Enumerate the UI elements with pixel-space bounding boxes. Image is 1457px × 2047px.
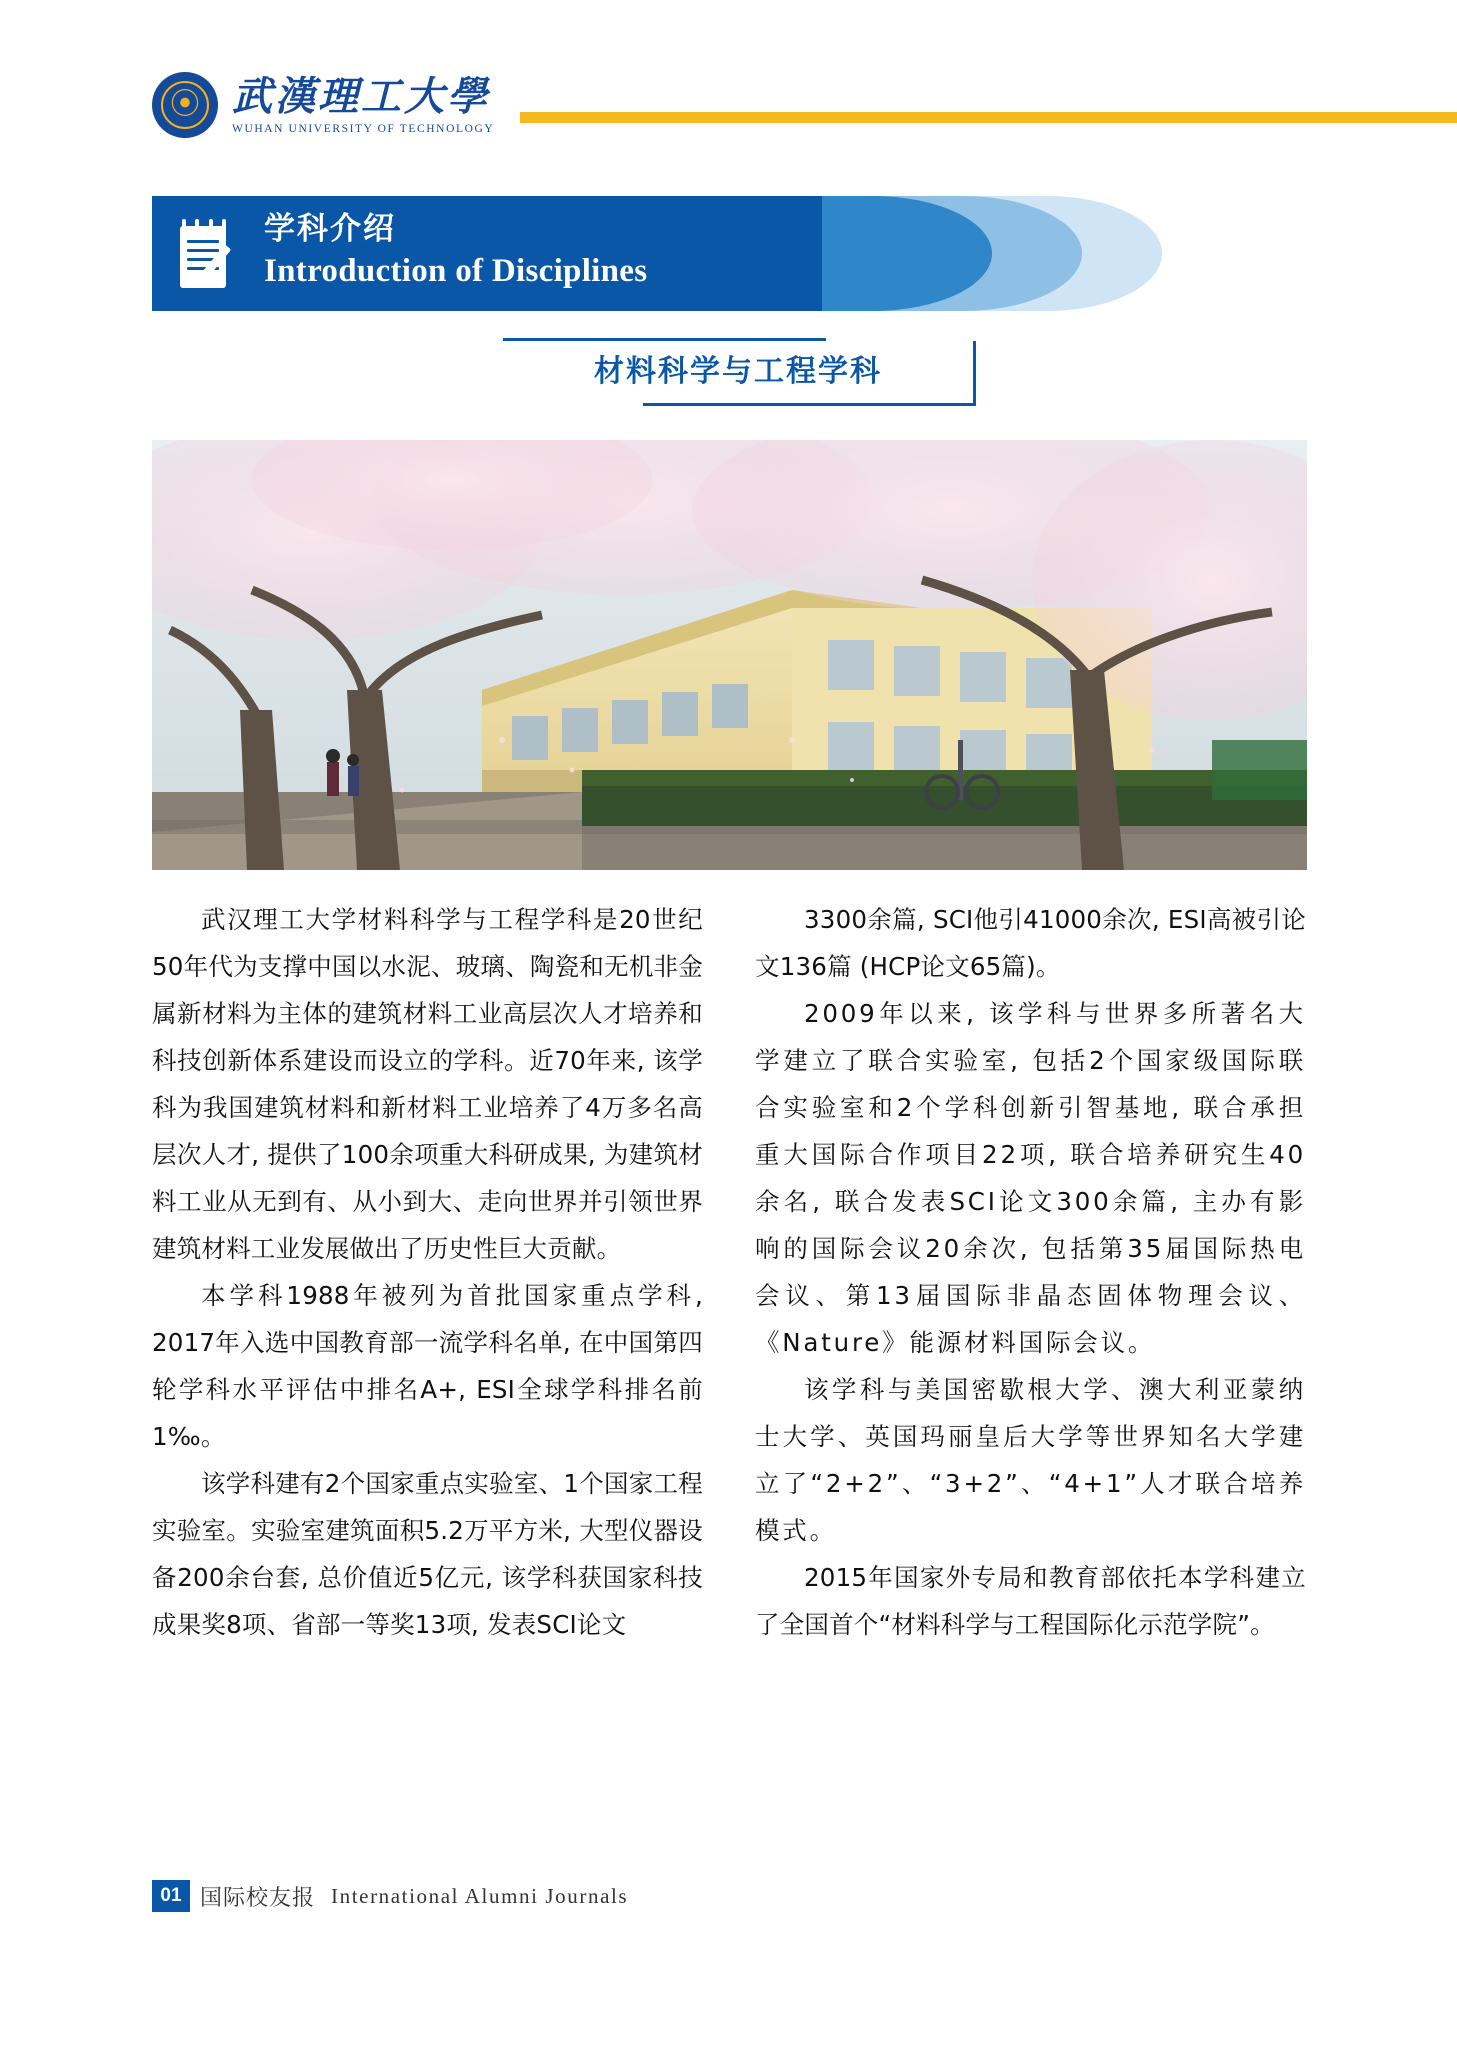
university-logo bbox=[152, 72, 494, 138]
banner-main-block bbox=[152, 196, 822, 311]
paragraph: 该学科与美国密歇根大学、澳大利亚蒙纳士大学、英国玛丽皇后大学等世界知名大学建立了“2+2”、“3+2”、“4+1”人才联合培养模式。 bbox=[755, 1375, 1306, 1545]
notepad-pencil-icon bbox=[176, 216, 238, 292]
subtitle-box-notch-bottom bbox=[503, 403, 643, 406]
page-number: 01 bbox=[152, 1880, 190, 1912]
university-seal-icon bbox=[152, 72, 218, 138]
campus-photo bbox=[152, 440, 1307, 870]
banner-texts bbox=[264, 209, 647, 293]
discipline-subtitle-box bbox=[503, 338, 976, 406]
section-banner bbox=[152, 196, 1162, 311]
footer-title-cn: 国际校友报 bbox=[200, 1885, 316, 1911]
page-footer bbox=[152, 1880, 628, 1912]
section-title-en: Introduction of Disciplines bbox=[264, 253, 648, 290]
paragraph: 2015年国家外专局和教育部依托本学科建立了全国首个“材料科学与工程国际化示范学院”。 bbox=[755, 1563, 1306, 1639]
paragraph: 武汉理工大学材料科学与工程学科是20世纪50年代为支撑中国以水泥、玻璃、陶瓷和无机非金属新材料为主体的建筑材料工业高层次人才培养和科技创新体系建设而设立的学科。近70年来, 该学科为我国建筑材料和新材料工业培养了4万多名高层次人才, 提供了100余项重大科研成果, 为建筑材料工业从无到有、从小到大、走向世界并引领世界建筑材料工业发展做出了历史性巨大贡献。 bbox=[152, 905, 703, 1263]
article-body bbox=[152, 896, 1307, 1648]
campus-photo-illustration bbox=[152, 440, 1307, 870]
seal-swirl-icon: ⦿ bbox=[170, 87, 200, 122]
paragraph: 本学科1988年被列为首批国家重点学科, 2017年入选中国教育部一流学科名单, 在中国第四轮学科水平评估中排名A+, ESI全球学科排名前1‰。 bbox=[152, 1281, 703, 1451]
logo-name-en: WUHAN UNIVERSITY OF TECHNOLOGY bbox=[232, 122, 495, 135]
paragraph: 3300余篇, SCI他引41000余次, ESI高被引论文136篇 (HCP论文65篇)。 bbox=[755, 905, 1306, 981]
logo-text bbox=[232, 72, 495, 135]
paragraph: 该学科建有2个国家重点实验室、1个国家工程实验室。实验室建筑面积5.2万平方米, 大型仪器设备200余台套, 总价值近5亿元, 该学科获国家科技成果奖8项、省部一等奖13项, 发表SCI论文 bbox=[152, 1469, 703, 1639]
section-title-cn: 学科介绍 bbox=[264, 211, 396, 247]
article-column-left bbox=[152, 896, 703, 1648]
masthead-rule bbox=[520, 112, 1457, 123]
masthead bbox=[0, 60, 1457, 170]
paragraph: 2009年以来, 该学科与世界多所著名大学建立了联合实验室, 包括2个国家级国际联合实验室和2个学科创新引智基地, 联合承担重大国际合作项目22项, 联合培养研究生40余名, 联合发表SCI论文300余篇, 主办有影响的国际会议20余次, 包括第35届国际热电会议、第13届国际非晶态固体物理会议、《Nature》能源材料国际会议。 bbox=[755, 999, 1306, 1357]
footer-title-en: International Alumni Journals bbox=[331, 1883, 629, 1908]
article-column-right bbox=[755, 896, 1306, 1648]
discipline-subtitle: 材料科学与工程学科 bbox=[594, 354, 882, 389]
logo-name-cn: 武漢理工大學 bbox=[232, 72, 490, 120]
